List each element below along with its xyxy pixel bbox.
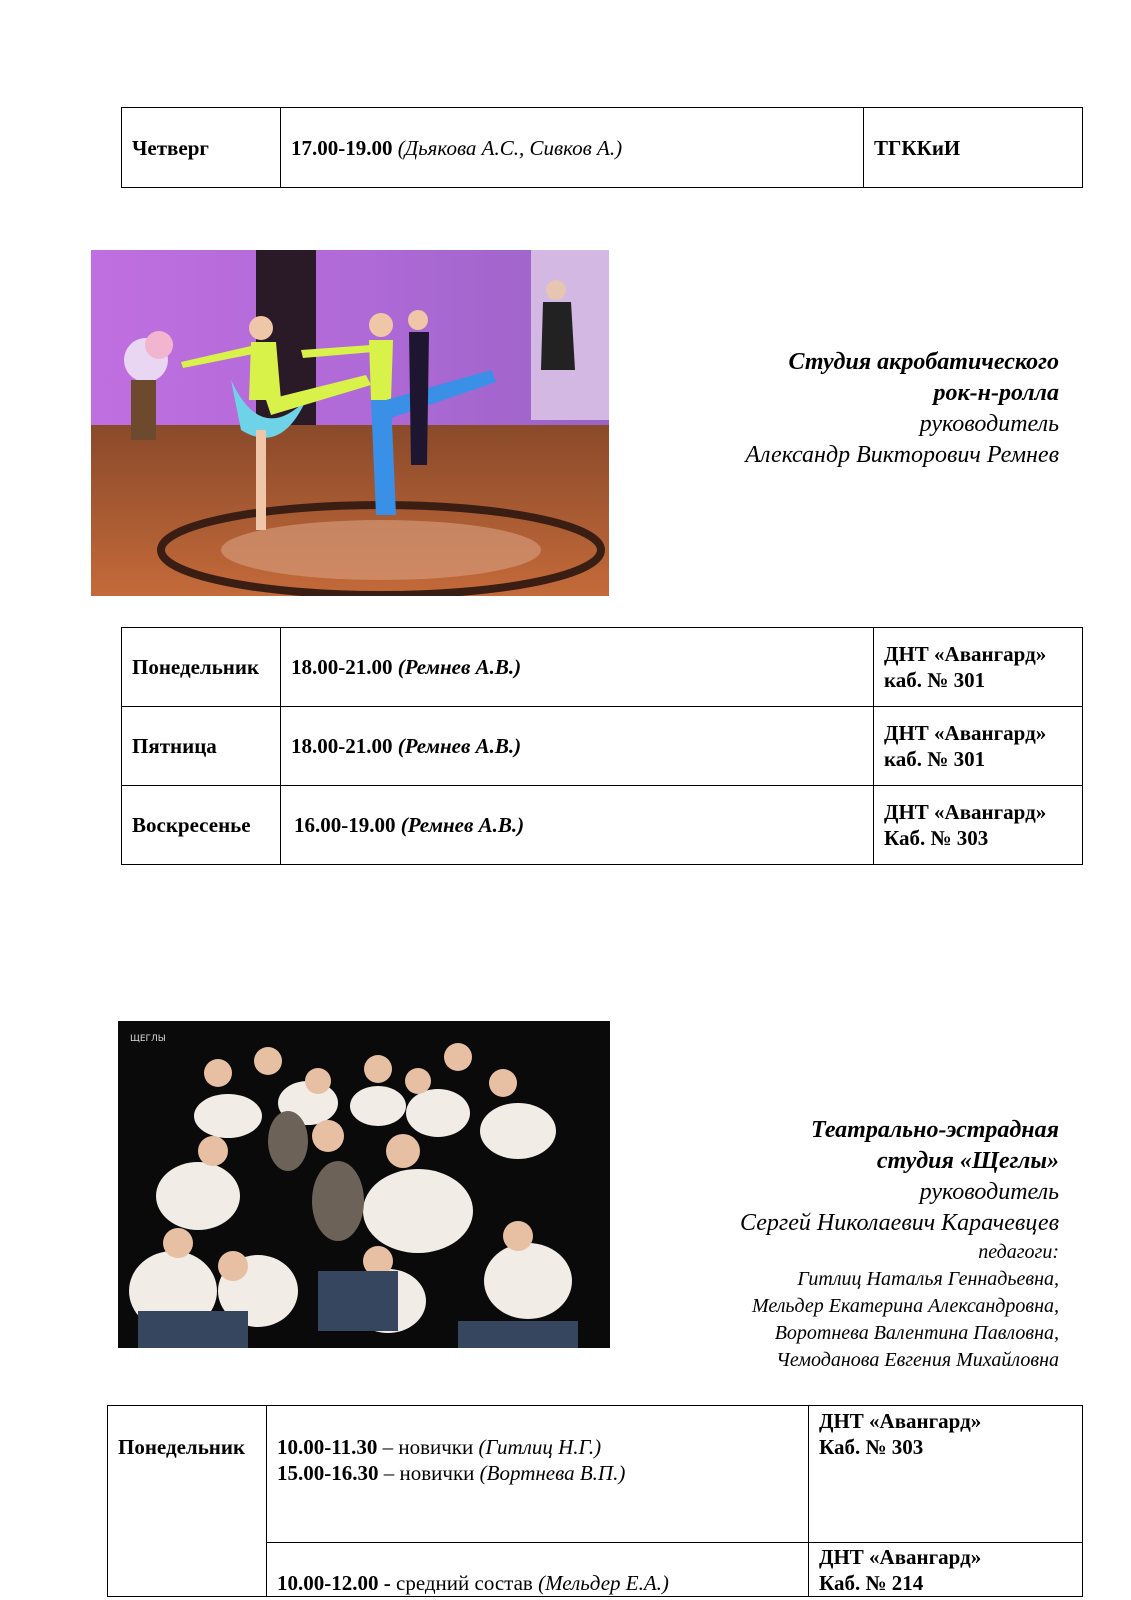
place-line2: Каб. № 303	[819, 1435, 924, 1459]
table-row	[122, 108, 1083, 188]
time-text: 18.00-21.00	[291, 655, 393, 679]
place-cell	[809, 1406, 1083, 1543]
place-line1: ДНТ «Авангард»	[819, 1545, 982, 1569]
teacher-text: (Дьякова А.С., Сивков А.)	[397, 135, 623, 160]
place-line2: Каб. № 303	[884, 826, 989, 850]
time-cell	[281, 628, 874, 707]
table-row	[122, 707, 1083, 786]
photo-dancers	[91, 250, 609, 596]
leader-role: руководитель	[919, 1179, 1059, 1205]
teacher-text: (Ремнев А.В.)	[397, 655, 522, 679]
time-cell	[267, 1406, 809, 1543]
group-text: – новички	[377, 1435, 479, 1459]
time-text: 18.00-21.00	[291, 734, 393, 758]
leader-name: Сергей Николаевич Карачевцев	[740, 1210, 1059, 1236]
studio-title-line1: Театрально-эстрадная	[811, 1117, 1059, 1143]
photo-theatre-group	[118, 1021, 610, 1348]
teacher-text: (Ремнев А.В.)	[400, 813, 525, 837]
group-text: – новички	[378, 1461, 480, 1485]
place-line2: каб. № 301	[884, 747, 986, 771]
place-cell	[874, 786, 1083, 865]
place-line1: ДНТ «Авангард»	[884, 642, 1047, 666]
teacher-name: Гитлиц Наталья Геннадьевна,	[797, 1268, 1059, 1290]
time-text: 17.00-19.00	[291, 135, 393, 160]
studio-title-line2: студия «Щеглы»	[876, 1148, 1059, 1174]
teacher-name: Чемоданова Евгения Михайловна	[776, 1349, 1059, 1371]
place-line2: каб. № 301	[884, 668, 986, 692]
teacher-text: (Мельдер Е.А.)	[538, 1571, 669, 1595]
place-cell	[874, 707, 1083, 786]
studio-title-line2: рок-н-ролла	[933, 380, 1059, 406]
time-cell	[281, 108, 864, 188]
time-text: 16.00-19.00	[294, 813, 396, 837]
teacher-text: (Вортнева В.П.)	[479, 1461, 626, 1485]
time-text: 10.00-11.30	[277, 1435, 378, 1459]
teacher-name: Мельдер Екатерина Александровна,	[751, 1295, 1059, 1317]
place-cell: ТГККиИ	[864, 108, 1083, 188]
schedule-line	[277, 1460, 798, 1486]
teacher-name: Воротнева Валентина Павловна,	[774, 1322, 1059, 1344]
group-text: средний состав	[390, 1571, 539, 1595]
photo-logo-text: ЩЕГЛЫ	[130, 1034, 166, 1044]
schedule-table-1	[121, 107, 1083, 188]
place-line1: ДНТ «Авангард»	[884, 800, 1047, 824]
studio-caption-theatre	[740, 1115, 1059, 1374]
place-line2: Каб. № 214	[819, 1571, 924, 1595]
leader-name: Александр Викторович Ремнев	[745, 442, 1059, 468]
table-row	[122, 786, 1083, 865]
time-cell	[281, 786, 874, 865]
teacher-text: (Гитлиц Н.Г.)	[478, 1435, 602, 1459]
day-cell: Воскресенье	[122, 786, 281, 865]
teacher-text: (Ремнев А.В.)	[397, 734, 522, 758]
teachers-label: педагоги:	[978, 1241, 1059, 1263]
day-cell: Четверг	[122, 108, 281, 188]
place-cell	[874, 628, 1083, 707]
leader-role: руководитель	[919, 411, 1059, 437]
place-line1: ДНТ «Авангард»	[884, 721, 1047, 745]
table-row	[108, 1406, 1083, 1543]
day-cell: Понедельник	[108, 1406, 267, 1597]
time-cell	[281, 707, 874, 786]
studio-caption-rock-n-roll	[745, 347, 1059, 471]
table-row	[122, 628, 1083, 707]
day-cell: Пятница	[122, 707, 281, 786]
schedule-table-3	[107, 1405, 1083, 1597]
schedule-table-2	[121, 627, 1083, 865]
studio-title-line1: Студия акробатического	[788, 349, 1059, 375]
time-text: 10.00-12.00 -	[277, 1571, 391, 1595]
place-line1: ДНТ «Авангард»	[819, 1409, 982, 1433]
time-text: 15.00-16.30	[277, 1461, 379, 1485]
day-cell: Понедельник	[122, 628, 281, 707]
time-cell	[267, 1543, 809, 1597]
place-cell	[809, 1543, 1083, 1597]
schedule-line	[277, 1434, 798, 1460]
